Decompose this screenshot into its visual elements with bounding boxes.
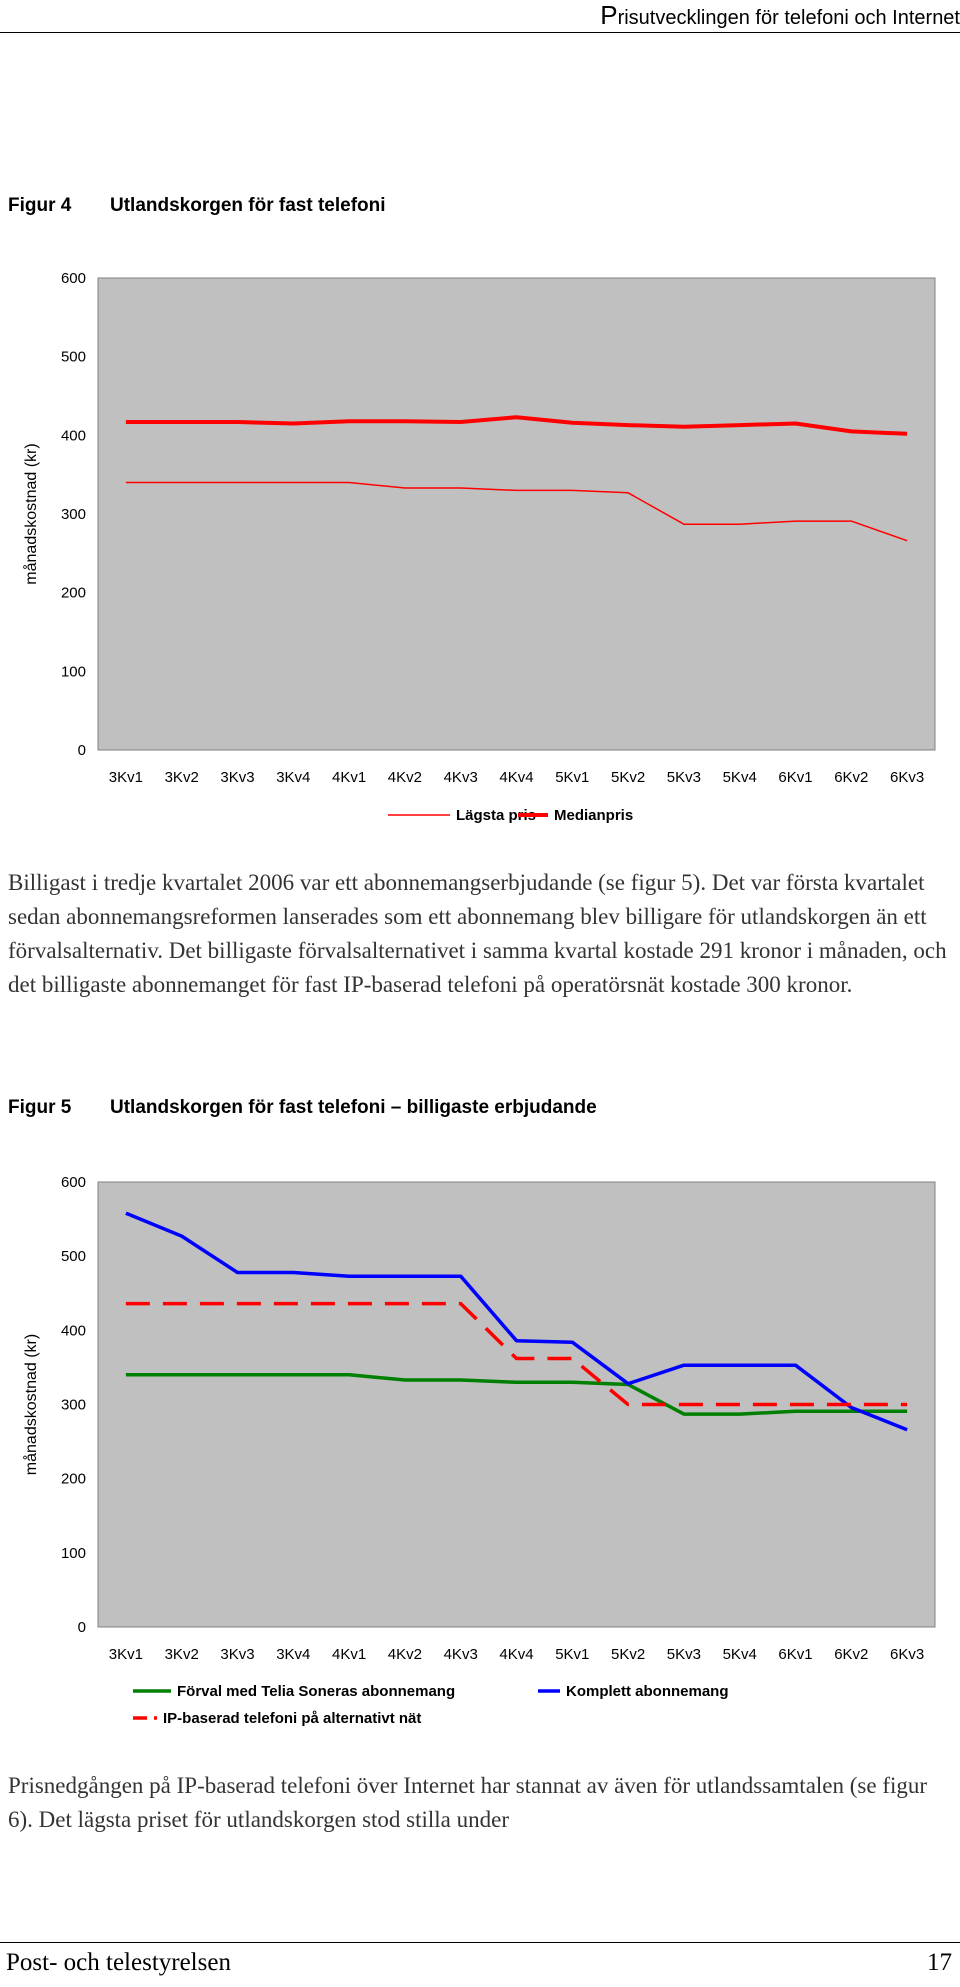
running-header-text: risutvecklingen för telefoni och Internet (617, 7, 960, 29)
x-tick-label: 5Kv3 (666, 769, 702, 786)
x-tick-label: 6Kv2 (834, 1646, 869, 1663)
legend-label-0: Lägsta pris (456, 807, 537, 824)
x-tick-label: 3Kv1 (108, 1646, 144, 1663)
y-tick-label: 100 (60, 1544, 86, 1562)
x-tick-label: 3Kv4 (276, 769, 311, 786)
y-tick-label: 400 (60, 1322, 86, 1340)
x-tick-label: 6Kv3 (889, 769, 925, 786)
x-tick-label: 5Kv4 (722, 769, 757, 786)
x-tick-label: 4Kv1 (331, 769, 367, 786)
y-tick-label: 0 (77, 742, 86, 759)
x-tick-label: 4Kv3 (443, 769, 478, 786)
y-tick-label: 200 (60, 1470, 86, 1488)
y-tick-label: 400 (60, 427, 86, 445)
x-tick-label: 4Kv4 (499, 1646, 534, 1663)
x-tick-label: 4Kv1 (331, 1646, 367, 1663)
y-axis-label: månadskostnad (kr) (23, 443, 40, 585)
x-tick-label: 3Kv2 (164, 1646, 199, 1663)
y-axis-label: månadskostnad (kr) (23, 1333, 40, 1476)
y-tick-label: 500 (60, 348, 86, 366)
x-tick-label: 5Kv3 (666, 1646, 702, 1663)
y-tick-label: 300 (60, 1396, 86, 1414)
header-rule (0, 32, 960, 33)
x-tick-label: 4Kv2 (387, 1646, 423, 1663)
x-tick-label: 5Kv2 (610, 769, 646, 786)
legend-label-2: IP-baserad telefoni på alternativt nät (163, 1710, 422, 1727)
y-tick-label: 300 (60, 506, 86, 523)
y-tick-label: 500 (60, 1248, 86, 1266)
footer-publisher: Post- och telestyrelsen (6, 1949, 231, 1976)
x-tick-label: 5Kv1 (555, 1646, 590, 1663)
y-tick-label: 600 (60, 1174, 86, 1191)
x-tick-label: 6Kv2 (834, 769, 869, 786)
paragraph-2: Prisnedgången på IP-baserad telefoni över Internet har stannat av även för utlandssamtalen (se figur 6). Det lägsta priset för utlandskorgen stod stilla under (8, 1773, 928, 1832)
legend-label-1: Komplett abonnemang (566, 1683, 729, 1700)
x-tick-label: 4Kv2 (387, 769, 423, 786)
plot-area (98, 278, 935, 750)
x-tick-label: 4Kv3 (443, 1646, 478, 1663)
running-header-initial: P (600, 0, 618, 30)
x-tick-label: 5Kv4 (722, 1646, 757, 1663)
figure4-caption: Utlandskorgen för fast telefoni (110, 195, 386, 216)
figure5-caption: Utlandskorgen för fast telefoni – billigaste erbjudande (110, 1097, 597, 1118)
x-tick-label: 6Kv3 (889, 1646, 925, 1663)
x-tick-label: 6Kv1 (778, 1646, 813, 1663)
running-header (600, 0, 960, 31)
x-tick-label: 5Kv1 (555, 769, 590, 786)
y-tick-label: 600 (60, 270, 86, 287)
x-tick-label: 5Kv2 (610, 1646, 646, 1663)
footer-rule (0, 1942, 960, 1943)
y-tick-label: 0 (77, 1619, 86, 1636)
x-tick-label: 3Kv1 (108, 769, 144, 786)
chart-figure5 (0, 1150, 960, 1740)
figure5-label: Figur 5 (8, 1097, 72, 1118)
x-tick-label: 3Kv4 (276, 1646, 311, 1663)
y-tick-label: 200 (60, 584, 86, 602)
x-tick-label: 3Kv3 (220, 1646, 255, 1663)
chart-figure4 (0, 250, 960, 830)
legend-label-1: Medianpris (554, 807, 634, 824)
y-tick-label: 100 (60, 663, 86, 681)
paragraph-1: Billigast i tredje kvartalet 2006 var ett abonnemangserbjudande (se figur 5). Det var första kvartalet sedan abonnemangsreformen lanserades som ett abonnemang blev billigare för utlandskorgen än ett förvalsalternativ. Det billigaste förvalsalternativet i samma kvartal kostade 291 kronor i månaden, och det billigaste abonnemanget för fast IP-baserad telefoni på operatörsnät kostade 300 kronor. (8, 870, 947, 997)
x-tick-label: 6Kv1 (778, 769, 813, 786)
page-number: 17 (927, 1949, 952, 1976)
x-tick-label: 4Kv4 (499, 769, 534, 786)
figure4-label: Figur 4 (8, 195, 72, 216)
x-tick-label: 3Kv2 (164, 769, 199, 786)
legend-label-0: Förval med Telia Soneras abonnemang (177, 1683, 456, 1700)
x-tick-label: 3Kv3 (220, 769, 255, 786)
